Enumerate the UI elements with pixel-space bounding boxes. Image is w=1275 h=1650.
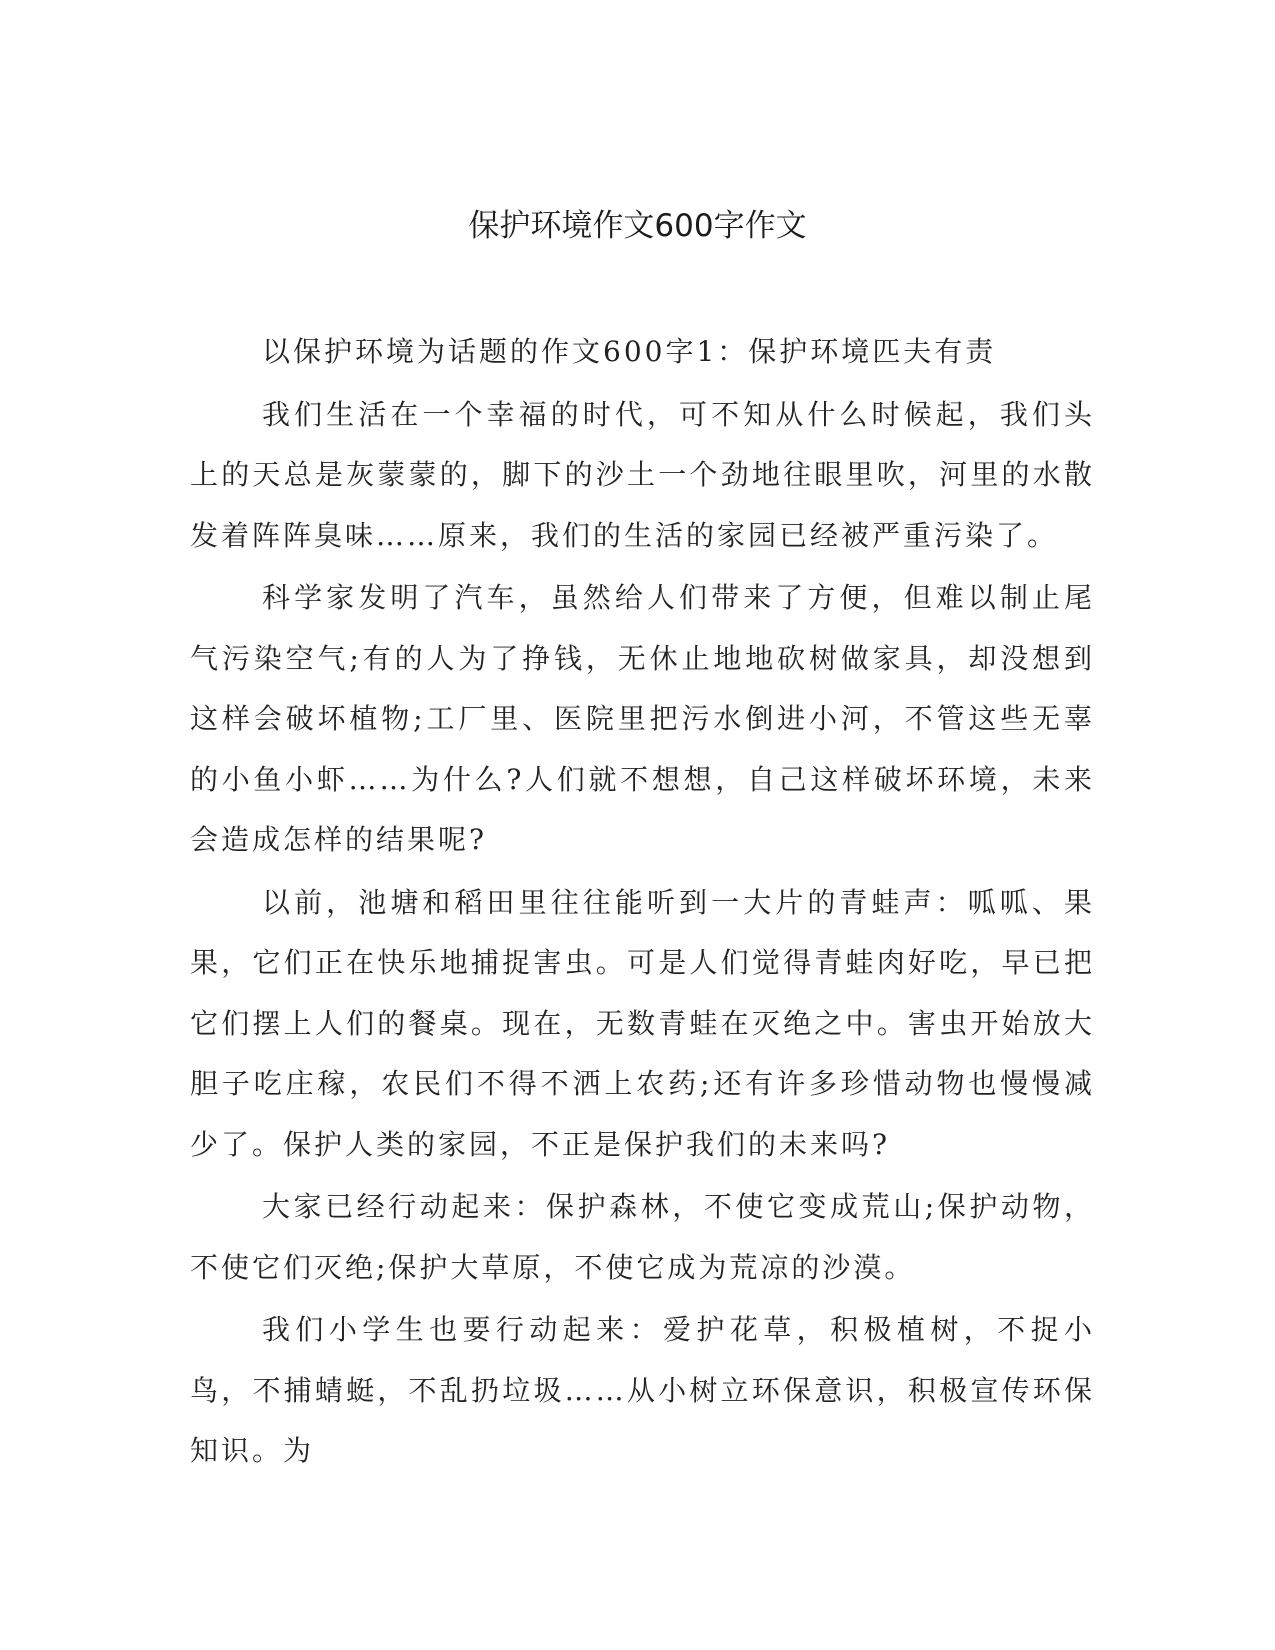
paragraph: 我们小学生也要行动起来：爱护花草，积极植树，不捉小鸟，不捕蜻蜓，不乱扔垃圾……从小树立环保意识，积极宣传环保知识。为: [190, 1313, 1095, 1467]
document-body: [190, 322, 1095, 1484]
paragraph-topic: 以保护环境为话题的作文600字1：保护环境匹夫有责: [262, 335, 997, 368]
paragraph: 大家已经行动起来：保护森林，不使它变成荒山;保护动物，不使它们灭绝;保护大草原，不使它成为荒凉的沙漠。: [190, 1190, 1095, 1284]
paragraph: 以前，池塘和稻田里往往能听到一大片的青蛙声：呱呱、果果，它们正在快乐地捕捉害虫。可是人们觉得青蛙肉好吃，早已把它们摆上人们的餐桌。现在，无数青蛙在灭绝之中。害虫开始放大胆子吃庄稼，农民们不得不洒上农药;还有许多珍惜动物也慢慢减少了。保护人类的家园，不正是保护我们的未来吗?: [190, 885, 1095, 1161]
paragraph: 科学家发明了汽车，虽然给人们带来了方便，但难以制止尾气污染空气;有的人为了挣钱，无休止地地砍树做家具，却没想到这样会破坏植物;工厂里、医院里把污水倒进小河，不管这些无辜的小鱼小虾……为什么?人们就不想想，自己这样破坏环境，未来会造成怎样的结果呢?: [190, 581, 1095, 856]
paragraph: 我们生活在一个幸福的时代，可不知从什么时候起，我们头上的天总是灰蒙蒙的，脚下的沙土一个劲地往眼里吹，河里的水散发着阵阵臭味……原来，我们的生活的家园已经被严重污染了。: [190, 397, 1095, 552]
document-title: 保护环境作文600字作文: [468, 208, 807, 244]
